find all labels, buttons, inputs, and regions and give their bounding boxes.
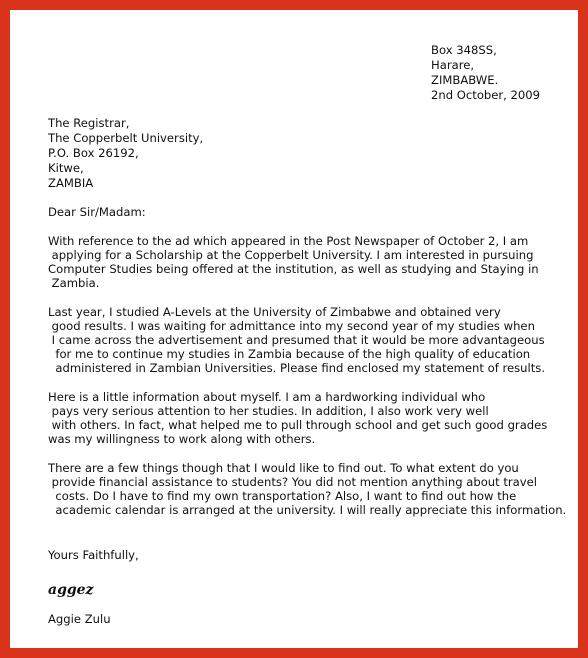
paragraph-line: provide financial assistance to students? You did not mention anything about travel [48, 475, 538, 489]
paragraph-line: costs. Do I have to find my own transportation? Also, I want to find out how the [48, 489, 517, 503]
paragraph-line: Last year, I studied A-Levels at the University of Zimbabwe and obtained very [48, 305, 501, 319]
paragraph-line: applying for a Scholarship at the Copperbelt University. I am interested in pursuing [48, 248, 534, 262]
sender-address-line: ZIMBABWE. [431, 73, 499, 87]
sender-address-line: Harare, [431, 58, 475, 72]
paragraph-line: academic calendar is arranged at the university. I will really appreciate this information. [48, 503, 567, 517]
paragraph-line: good results. I was waiting for admittance into my second year of my studies when [48, 319, 535, 333]
paragraph-line: administered in Zambian Universities. Please find enclosed my statement of results. [48, 361, 546, 375]
paragraph-line: There are a few things though that I would like to find out. To what extent do you [48, 461, 519, 475]
salutation: Dear Sir/Madam: [48, 205, 146, 219]
sender-address-line: Box 348SS, [431, 43, 497, 57]
paragraph-line: was my willingness to work along with others. [48, 432, 316, 446]
sender-address-line: 2nd October, 2009 [431, 88, 541, 102]
recipient-address-line: Kitwe, [48, 161, 84, 175]
paragraph-line: pays very serious attention to her studies. In addition, I also work very well [48, 404, 489, 418]
signature: aggez [48, 582, 94, 598]
paragraph-line: I came across the advertisement and presumed that it would be more advantageous [48, 333, 545, 347]
signer-name: Aggie Zulu [48, 612, 111, 626]
paragraph-line: with others. In fact, what helped me to pull through school and get such good grades [48, 418, 548, 432]
paragraph-line: for me to continue my studies in Zambia because of the high quality of education [48, 347, 531, 361]
paragraph-line: Zambia. [48, 276, 100, 290]
recipient-address-line: The Registrar, [48, 116, 130, 130]
paragraph-line: Computer Studies being offered at the institution, as well as studying and Staying in [48, 262, 539, 276]
letter-page [10, 10, 578, 648]
recipient-address-line: ZAMBIA [48, 176, 94, 190]
paragraph-line: With reference to the ad which appeared in the Post Newspaper of October 2, I am [48, 234, 529, 248]
recipient-address-line: P.O. Box 26192, [48, 146, 139, 160]
closing: Yours Faithfully, [48, 548, 139, 562]
recipient-address-line: The Copperbelt University, [48, 131, 204, 145]
paragraph-line: Here is a little information about myself. I am a hardworking individual who [48, 390, 486, 404]
